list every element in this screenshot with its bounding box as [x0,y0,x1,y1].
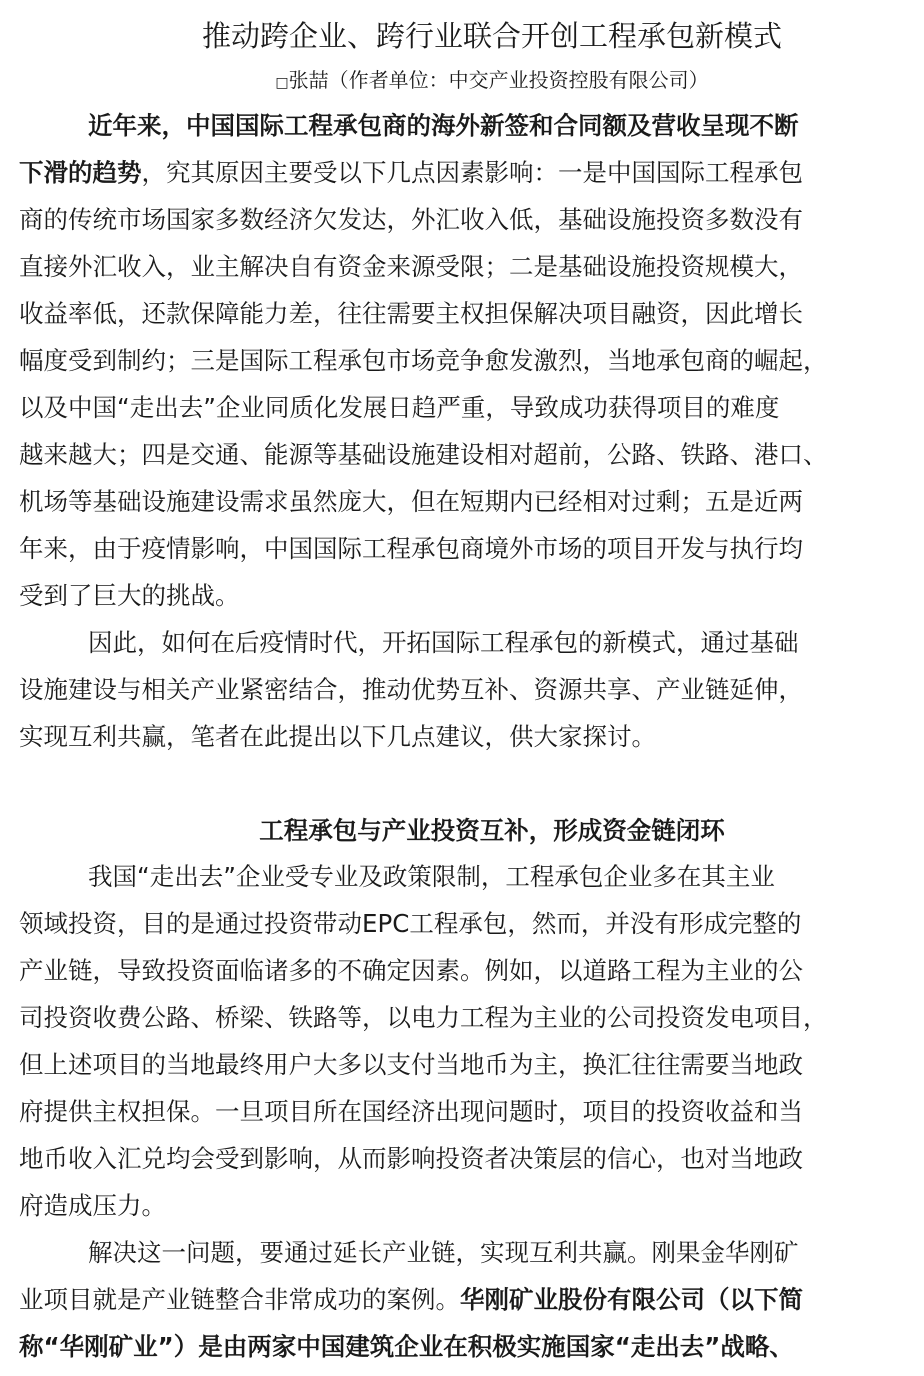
body-line: 越来越大；四是交通、能源等基础设施建设相对超前，公路、铁路、港口、 [19,440,828,469]
body-line: 产业链，导致投资面临诸多的不确定因素。例如，以道路工程为主业的公 [19,956,803,985]
body-line: 商的传统市场国家多数经济欠发达，外汇收入低，基础设施投资多数没有 [19,205,803,234]
body-line: 年来，由于疫情影响，中国国际工程承包商境外市场的项目开发与执行均 [19,534,803,563]
bold-company-text: 称“华刚矿业”）是由两家中国建筑企业在积极实施国家“走出去”战略、 [19,1332,794,1361]
body-line: 地币收入汇兑均会受到影响，从而影响投资者决策层的信心，也对当地政 [19,1144,803,1173]
bold-lead-text: 下滑的趋势 [19,158,142,187]
body-line: 直接外汇收入，业主解决自有资金来源受限；二是基础设施投资规模大， [19,252,803,281]
body-line: 收益率低，还款保障能力差，往往需要主权担保解决项目融资，因此增长 [19,299,803,328]
body-line: 因此，如何在后疫情时代，开拓国际工程承包的新模式，通过基础 [88,628,799,657]
section-heading: 工程承包与产业投资互补，形成资金链闭环 [259,816,725,845]
article-title: 推动跨企业、跨行业联合开创工程承包新模式 [201,19,782,53]
body-line: 解决这一问题，要通过延长产业链，实现互利共赢。刚果金华刚矿 [88,1238,799,1267]
body-line [88,109,799,143]
body-line: 司投资收费公路、桥梁、铁路等，以电力工程为主业的公司投资发电项目， [19,1003,828,1032]
body-line: 我国“走出去”企业受专业及政策限制，工程承包企业多在其主业 [88,862,775,891]
body-line: 但上述项目的当地最终用户大多以支付当地币为主，换汇往往需要当地政 [19,1050,803,1079]
body-line: 以及中国“走出去”企业同质化发展日趋严重，导致成功获得项目的难度 [19,393,780,422]
body-line: 领域投资，目的是通过投资带动EPC工程承包，然而，并没有形成完整的 [19,909,802,938]
author-marker-icon: □ [275,75,289,91]
bold-lead-text: 近年来，中国国际工程承包商的海外新签和合同额及营收呈现不断 [88,111,799,140]
body-line: 府提供主权担保。一旦项目所在国经济出现问题时，项目的投资收益和当 [19,1097,803,1126]
body-line: 业项目就是产业链整合非常成功的案例。华刚矿业股份有限公司（以下简 [19,1285,803,1314]
body-line: 设施建设与相关产业紧密结合，推动优势互补、资源共享、产业链延伸， [19,675,803,704]
body-line: 幅度受到制约；三是国际工程承包市场竞争愈发激烈，当地承包商的崛起， [19,346,828,375]
bold-company-text: 华刚矿业股份有限公司（以下简 [460,1285,803,1314]
body-line [19,1330,794,1364]
body-line: 府造成压力。 [19,1191,166,1220]
body-line: 机场等基础设施建设需求虽然庞大，但在短期内已经相对过剩；五是近两 [19,487,803,516]
body-line: 下滑的趋势，究其原因主要受以下几点因素影响：一是中国国际工程承包 [19,158,803,187]
body-line: 受到了巨大的挑战。 [19,581,240,610]
author-line [0,64,924,99]
author-name: 张喆（作者单位：中交产业投资控股有限公司） [288,68,709,92]
body-line: 实现互利共赢，笔者在此提出以下几点建议，供大家探讨。 [19,722,656,751]
